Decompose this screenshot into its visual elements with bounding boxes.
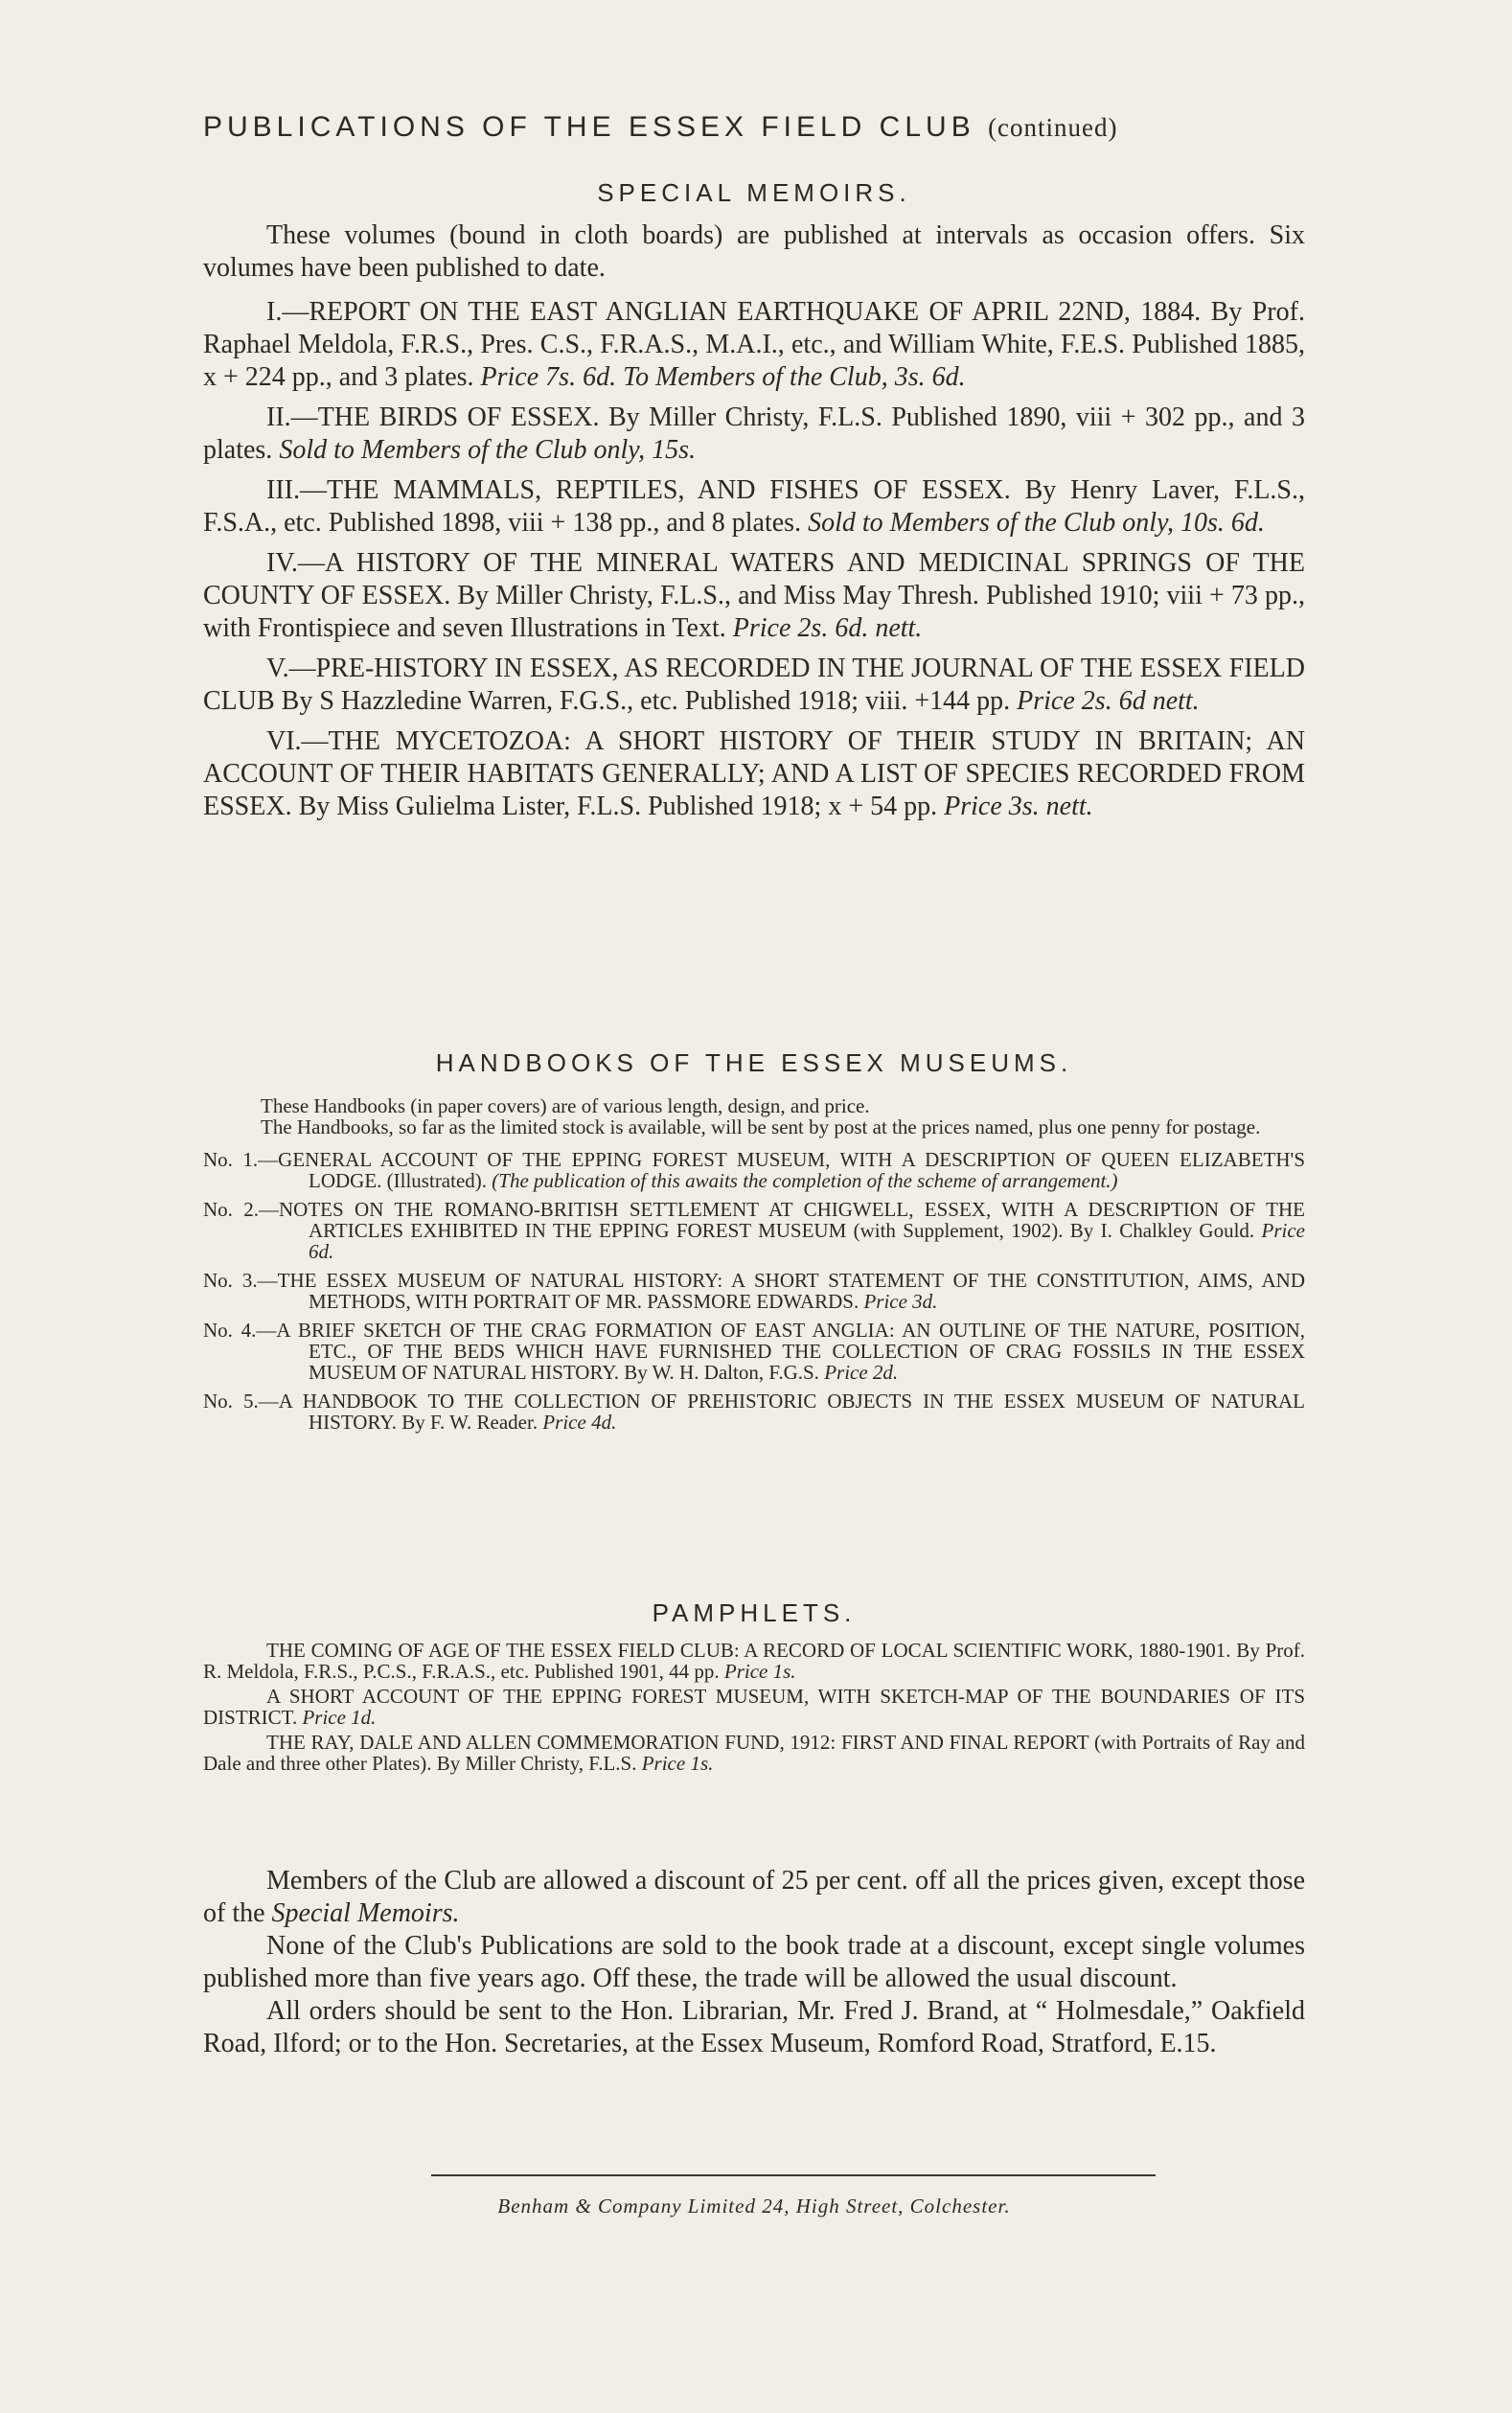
handbook-note: Price 3d. bbox=[863, 1290, 938, 1313]
handbook-text: THE ESSEX MUSEUM OF NATURAL HISTORY: A SHORT STATEMENT OF THE CONSTITUTION, AIMS, AND METHODS, WITH PORTRAIT OF MR. PASSMORE EDWARDS. bbox=[277, 1269, 1305, 1313]
pamphlet-text: A SHORT ACCOUNT OF THE EPPING FOREST MUSEUM, WITH SKETCH-MAP OF THE BOUNDARIES OF ITS DISTRICT. bbox=[203, 1685, 1305, 1729]
memoir-price: Price 3s. nett. bbox=[944, 792, 1093, 821]
memoir-text: IV.—A HISTORY OF THE MINERAL WATERS AND MEDICINAL SPRINGS OF THE COUNTY OF ESSEX. By Miller Christy, F.L.S., and Miss May Thresh. Published 1910; viii + 73 pp., with Frontispiece and seven Illustrations in Text. bbox=[203, 548, 1305, 643]
special-memoirs-section bbox=[203, 178, 1305, 823]
handbooks-intro-2: The Handbooks, so far as the limited stock is available, will be sent by post at the prices named, plus one penny for postage. bbox=[261, 1115, 1261, 1138]
handbook-item-2 bbox=[203, 1199, 1305, 1262]
handbook-item-4 bbox=[203, 1320, 1305, 1383]
handbook-note: Price 2d. bbox=[824, 1361, 899, 1384]
handbook-note: (The publication of this awaits the completion of the scheme of arrangement.) bbox=[492, 1169, 1118, 1192]
handbook-text: GENERAL ACCOUNT OF THE EPPING FOREST MUSEUM, WITH A DESCRIPTION OF QUEEN ELIZABETH'S LODGE. (Illustrated). bbox=[278, 1148, 1305, 1192]
trade-notice: None of the Club's Publications are sold to the book trade at a discount, except single volumes published more than five years ago. Off these, the trade will be allowed the usual discount. bbox=[203, 1931, 1305, 1993]
handbook-number: No. 3.— bbox=[203, 1269, 278, 1292]
pamphlet-item-3 bbox=[203, 1732, 1305, 1774]
orders-notice: All orders should be sent to the Hon. Librarian, Mr. Fred J. Brand, at “ Holmesdale,” Oakfield Road, Ilford; or to the Hon. Secretaries, at the Essex Museum, Romford Road, Stratford, E.15. bbox=[203, 1996, 1305, 2058]
handbook-note: Price 4d. bbox=[542, 1411, 617, 1434]
pamphlet-text: THE COMING OF AGE OF THE ESSEX FIELD CLUB: A RECORD OF LOCAL SCIENTIFIC WORK, 1880-1901. By Prof. R. Meldola, F.R.S., P.C.S., F.R.A.S., etc. Published 1901, 44 pp. bbox=[203, 1639, 1305, 1683]
handbook-note: Price 6d. bbox=[309, 1219, 1306, 1263]
pamphlets-section bbox=[203, 1598, 1305, 1774]
memoir-item-4 bbox=[203, 547, 1305, 645]
pamphlet-text: THE RAY, DALE AND ALLEN COMMEMORATION FUND, 1912: FIRST AND FINAL REPORT (with Portraits of Ray and Dale and three other Plates). By Miller Christy, F.L.S. bbox=[203, 1731, 1305, 1775]
handbook-text: NOTES ON THE ROMANO-BRITISH SETTLEMENT AT CHIGWELL, ESSEX, WITH A DESCRIPTION OF THE ARTICLES EXHIBITED IN THE EPPING FOREST MUSEUM (with Supplement, 1902). By I. Chalkley Gould. bbox=[279, 1198, 1306, 1242]
memoir-text: V.—PRE-HISTORY IN ESSEX, AS RECORDED IN THE JOURNAL OF THE ESSEX FIELD CLUB By S Hazzledine Warren, F.G.S., etc. Published 1918; viii. +144 pp. bbox=[203, 654, 1305, 716]
handbooks-intro-1: These Handbooks (in paper covers) are of various length, design, and price. bbox=[261, 1094, 870, 1117]
memoir-price: Price 2s. 6d. nett. bbox=[732, 613, 923, 643]
handbook-number: No. 2.— bbox=[203, 1198, 280, 1221]
memoir-item-6 bbox=[203, 725, 1305, 823]
handbook-item-1 bbox=[203, 1149, 1305, 1191]
handbook-number: No. 5.— bbox=[203, 1390, 279, 1413]
special-memoirs-heading: SPECIAL MEMOIRS. bbox=[597, 178, 911, 207]
memoir-price: Sold to Members of the Club only, 15s. bbox=[279, 435, 697, 465]
title-text: PUBLICATIONS OF THE ESSEX FIELD CLUB bbox=[203, 111, 975, 143]
memoir-item-2 bbox=[203, 402, 1305, 467]
memoir-text: I.—REPORT ON THE EAST ANGLIAN EARTHQUAKE OF APRIL 22ND, 1884. By Prof. Raphael Meldola, F.R.S., Pres. C.S., F.R.A.S., M.A.I., etc., and William White, F.E.S. Published 1885, x + 224 pp., and 3 plates. bbox=[203, 297, 1305, 392]
memoir-price: Sold to Members of the Club only, 10s. 6d. bbox=[808, 508, 1265, 538]
handbook-number: No. 4.— bbox=[203, 1319, 277, 1342]
discount-text: Members of the Club are allowed a discount of 25 per cent. off all the prices given, except those of the bbox=[203, 1866, 1305, 1928]
memoir-item-3 bbox=[203, 474, 1305, 540]
handbook-item-3 bbox=[203, 1270, 1305, 1312]
memoir-text: III.—THE MAMMALS, REPTILES, AND FISHES OF ESSEX. By Henry Laver, F.L.S., F.S.A., etc. Published 1898, viii + 138 pp., and 8 plates. bbox=[203, 475, 1305, 538]
handbooks-section bbox=[203, 1048, 1305, 1433]
discount-emphasis: Special Memoirs. bbox=[271, 1898, 460, 1928]
memoir-text: VI.—THE MYCETOZOA: A SHORT HISTORY OF THEIR STUDY IN BRITAIN; AN ACCOUNT OF THEIR HABITATS GENERALLY; AND A LIST OF SPECIES RECORDED FROM ESSEX. By Miss Gulielma Lister, F.L.S. Published 1918; x + 54 pp. bbox=[203, 726, 1305, 821]
special-memoirs-intro: These volumes (bound in cloth boards) are published at intervals as occasion offers. Six volumes have been published to date. bbox=[203, 220, 1305, 283]
memoir-text: II.—THE BIRDS OF ESSEX. By Miller Christy, F.L.S. Published 1890, viii + 302 pp., and 3 plates. bbox=[203, 402, 1305, 465]
memoir-price: Price 7s. 6d. To Members of the Club, 3s. 6d. bbox=[480, 362, 966, 392]
printer-imprint: Benham & Company Limited 24, High Street, Colchester. bbox=[497, 2195, 1011, 2218]
notices-section bbox=[203, 1865, 1305, 2060]
pamphlet-item-1 bbox=[203, 1640, 1305, 1682]
page-title bbox=[203, 111, 1305, 144]
handbook-number: No. 1.— bbox=[203, 1148, 279, 1171]
pamphlet-price: Price 1d. bbox=[302, 1706, 377, 1729]
footer-divider bbox=[431, 2174, 1156, 2176]
pamphlet-price: Price 1s. bbox=[723, 1660, 796, 1683]
handbook-item-5 bbox=[203, 1390, 1305, 1433]
pamphlet-price: Price 1s. bbox=[641, 1752, 714, 1775]
handbook-text: A BRIEF SKETCH OF THE CRAG FORMATION OF EAST ANGLIA: AN OUTLINE OF THE NATURE, POSITION, ETC., OF THE BEDS WHICH HAVE FURNISHED THE COLLECTION OF CRAG FOSSILS IN THE ESSEX MUSEUM OF NATURAL HISTORY. By W. H. Dalton, F.G.S. bbox=[276, 1319, 1305, 1384]
handbooks-heading: HANDBOOKS OF THE ESSEX MUSEUMS. bbox=[435, 1048, 1073, 1077]
handbook-text: A HANDBOOK TO THE COLLECTION OF PREHISTORIC OBJECTS IN THE ESSEX MUSEUM OF NATURAL HISTORY. By F. W. Reader. bbox=[278, 1390, 1306, 1434]
pamphlets-heading: PAMPHLETS. bbox=[652, 1598, 857, 1627]
pamphlet-item-2 bbox=[203, 1686, 1305, 1728]
memoir-item-1 bbox=[203, 296, 1305, 394]
title-continued: (continued) bbox=[988, 113, 1118, 142]
discount-notice bbox=[203, 1865, 1305, 1930]
memoir-price: Price 2s. 6d nett. bbox=[1017, 686, 1200, 716]
memoir-item-5 bbox=[203, 653, 1305, 718]
